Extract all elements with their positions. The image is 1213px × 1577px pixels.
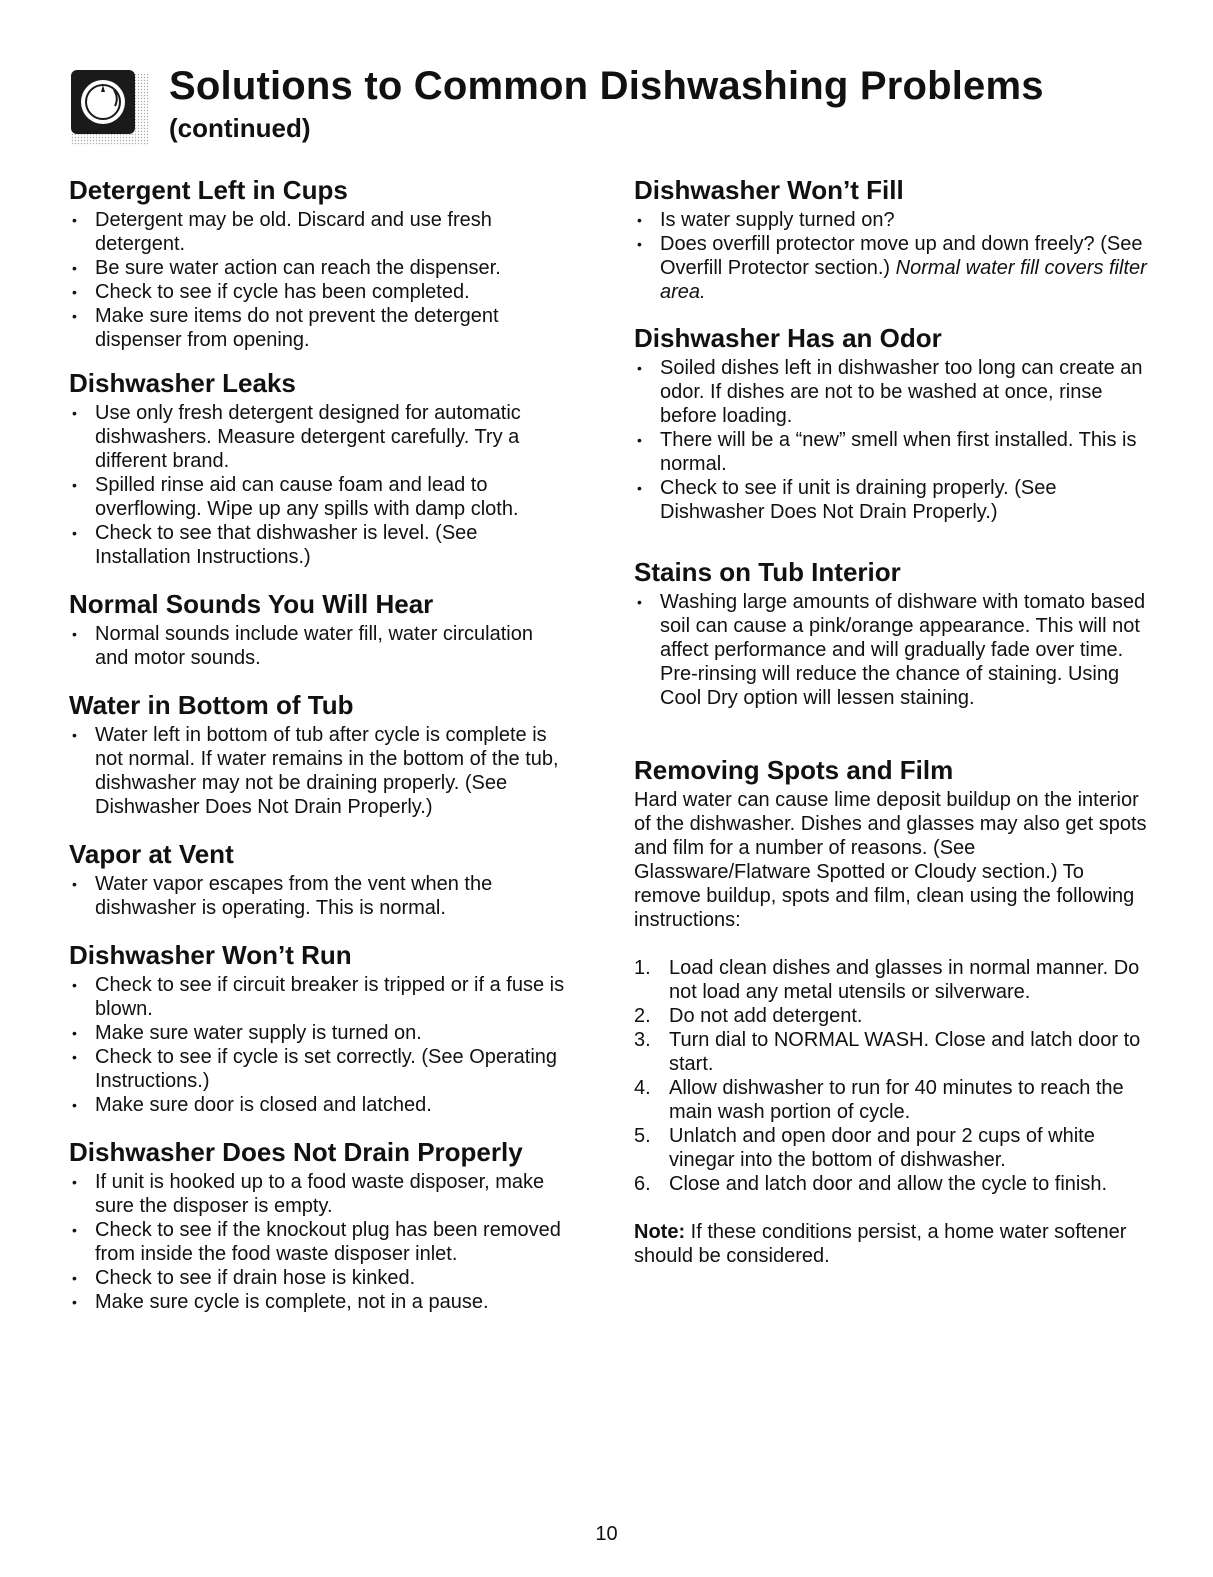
list-item: • Is water supply turned on? xyxy=(634,208,1154,232)
section-odor xyxy=(634,320,1154,524)
list-item: • Water vapor escapes from the vent when the dishwasher is operating. This is normal. xyxy=(69,872,569,920)
list-item: • Make sure door is closed and latched. xyxy=(69,1093,569,1117)
bullet-list xyxy=(69,1170,569,1314)
section-wont-fill xyxy=(634,172,1154,304)
page-title: Solutions to Common Dishwashing Problems xyxy=(169,64,1044,108)
list-item: • Check to see if unit is draining properly. (See Dishwasher Does Not Drain Properly.) xyxy=(634,476,1154,524)
list-item: • There will be a “new” smell when first installed. This is normal. xyxy=(634,428,1154,476)
section-detergent-left xyxy=(69,172,569,352)
section-heading: Dishwasher Leaks xyxy=(69,368,296,398)
step-text: Do not add detergent. xyxy=(669,1005,863,1027)
section-water-bottom xyxy=(69,687,569,819)
step-item xyxy=(634,1124,1154,1172)
step-text: Turn dial to NORMAL WASH. Close and latch door to start. xyxy=(669,1029,1141,1075)
list-item xyxy=(634,232,1154,304)
list-item: • Check to see that dishwasher is level. (See Installation Instructions.) xyxy=(69,521,569,569)
step-text: Close and latch door and allow the cycle to finish. xyxy=(669,1173,1108,1195)
list-item-text: Does overfill protector move up and down freely? (See Overfill Protector section.) xyxy=(660,233,1143,279)
list-item: • Washing large amounts of dishware with tomato based soil can cause a pink/orange appearance. This will not affect performance and will gradually fade over time. Pre-rinsing will reduce the chance of staining. Using Cool Dry option will lessen staining. xyxy=(634,590,1154,710)
step-item xyxy=(634,956,1154,1004)
section-vapor-vent xyxy=(69,836,569,920)
page-header xyxy=(71,64,1171,154)
section-wont-run xyxy=(69,937,569,1117)
step-item xyxy=(634,1028,1154,1076)
section-dishwasher-leaks xyxy=(69,365,569,569)
page-subtitle: (continued) xyxy=(169,113,311,143)
section-normal-sounds xyxy=(69,586,569,670)
section-heading: Detergent Left in Cups xyxy=(69,175,348,205)
section-heading: Removing Spots and Film xyxy=(634,755,954,785)
list-item: • Make sure items do not prevent the detergent dispenser from opening. xyxy=(69,304,569,352)
step-text: Load clean dishes and glasses in normal manner. Do not load any metal utensils or silverware. xyxy=(669,957,1140,1003)
list-item: • Make sure cycle is complete, not in a pause. xyxy=(69,1290,569,1314)
section-heading: Water in Bottom of Tub xyxy=(69,690,354,720)
bullet-list xyxy=(634,356,1154,524)
right-column xyxy=(634,172,1154,1268)
list-item: • Check to see if cycle is set correctly. (See Operating Instructions.) xyxy=(69,1045,569,1093)
section-heading: Dishwasher Won’t Run xyxy=(69,940,352,970)
section-not-drain xyxy=(69,1134,569,1314)
bullet-list xyxy=(69,872,569,920)
dishwasher-dial-icon xyxy=(71,70,149,146)
step-item xyxy=(634,1004,1154,1028)
step-number: 4. xyxy=(634,1077,651,1099)
step-number: 3. xyxy=(634,1029,651,1051)
page-number: 10 xyxy=(595,1523,618,1545)
section-heading: Dishwasher Has an Odor xyxy=(634,323,942,353)
section-heading: Stains on Tub Interior xyxy=(634,557,901,587)
step-item xyxy=(634,1172,1154,1196)
list-item: • Spilled rinse aid can cause foam and lead to overflowing. Wipe up any spills with damp cloth. xyxy=(69,473,569,521)
section-heading: Vapor at Vent xyxy=(69,839,234,869)
list-item: • Detergent may be old. Discard and use fresh detergent. xyxy=(69,208,569,256)
intro-paragraph: Hard water can cause lime deposit buildup on the interior of the dishwasher. Dishes and glasses may also get spots and film for a number of reasons. (See Glassware/Flatware Spotted or Cloudy section.) To remove buildup, spots and film, clean using the following instructions: xyxy=(634,789,1147,931)
section-heading: Dishwasher Does Not Drain Properly xyxy=(69,1137,523,1167)
list-item: • Check to see if circuit breaker is tripped or if a fuse is blown. xyxy=(69,973,569,1021)
section-heading: Dishwasher Won’t Fill xyxy=(634,175,904,205)
list-item: • Check to see if drain hose is kinked. xyxy=(69,1266,569,1290)
list-item: • Water left in bottom of tub after cycle is complete is not normal. If water remains in the bottom of the tub, dishwasher may not be draining properly. (See Dishwasher Does Not Drain Properly.) xyxy=(69,723,569,819)
bullet-list xyxy=(69,208,569,352)
list-item: • Be sure water action can reach the dispenser. xyxy=(69,256,569,280)
bullet-list xyxy=(69,723,569,819)
list-item: • Use only fresh detergent designed for automatic dishwashers. Measure detergent carefully. Try a different brand. xyxy=(69,401,569,473)
instruction-steps xyxy=(634,956,1154,1196)
list-item: • If unit is hooked up to a food waste disposer, make sure the disposer is empty. xyxy=(69,1170,569,1218)
section-spots-film xyxy=(634,752,1154,1268)
step-number: 1. xyxy=(634,957,651,979)
list-item: • Soiled dishes left in dishwasher too long can create an odor. If dishes are not to be washed at once, rinse before loading. xyxy=(634,356,1154,428)
list-item: • Normal sounds include water fill, water circulation and motor sounds. xyxy=(69,622,569,670)
step-text: Unlatch and open door and pour 2 cups of white vinegar into the bottom of dishwasher. xyxy=(669,1125,1095,1171)
bullet-list xyxy=(69,401,569,569)
bullet-list xyxy=(634,590,1154,710)
bullet-list xyxy=(69,622,569,670)
step-number: 5. xyxy=(634,1125,651,1147)
list-item: • Check to see if cycle has been completed. xyxy=(69,280,569,304)
list-item: • Check to see if the knockout plug has been removed from inside the food waste disposer inlet. xyxy=(69,1218,569,1266)
section-stains xyxy=(634,554,1154,710)
step-text: Allow dishwasher to run for 40 minutes to reach the main wash portion of cycle. xyxy=(669,1077,1124,1123)
bullet-list xyxy=(634,208,1154,304)
note-label: Note: xyxy=(634,1221,686,1243)
step-number: 6. xyxy=(634,1173,651,1195)
step-number: 2. xyxy=(634,1005,651,1027)
step-item xyxy=(634,1076,1154,1124)
list-item: • Make sure water supply is turned on. xyxy=(69,1021,569,1045)
note-text: If these conditions persist, a home water softener should be considered. xyxy=(634,1221,1127,1267)
bullet-list xyxy=(69,973,569,1117)
section-heading: Normal Sounds You Will Hear xyxy=(69,589,434,619)
left-column xyxy=(69,172,569,1314)
list-item-italic-text: Normal water fill covers filter area. xyxy=(660,257,1147,303)
note-paragraph xyxy=(634,1220,1154,1268)
